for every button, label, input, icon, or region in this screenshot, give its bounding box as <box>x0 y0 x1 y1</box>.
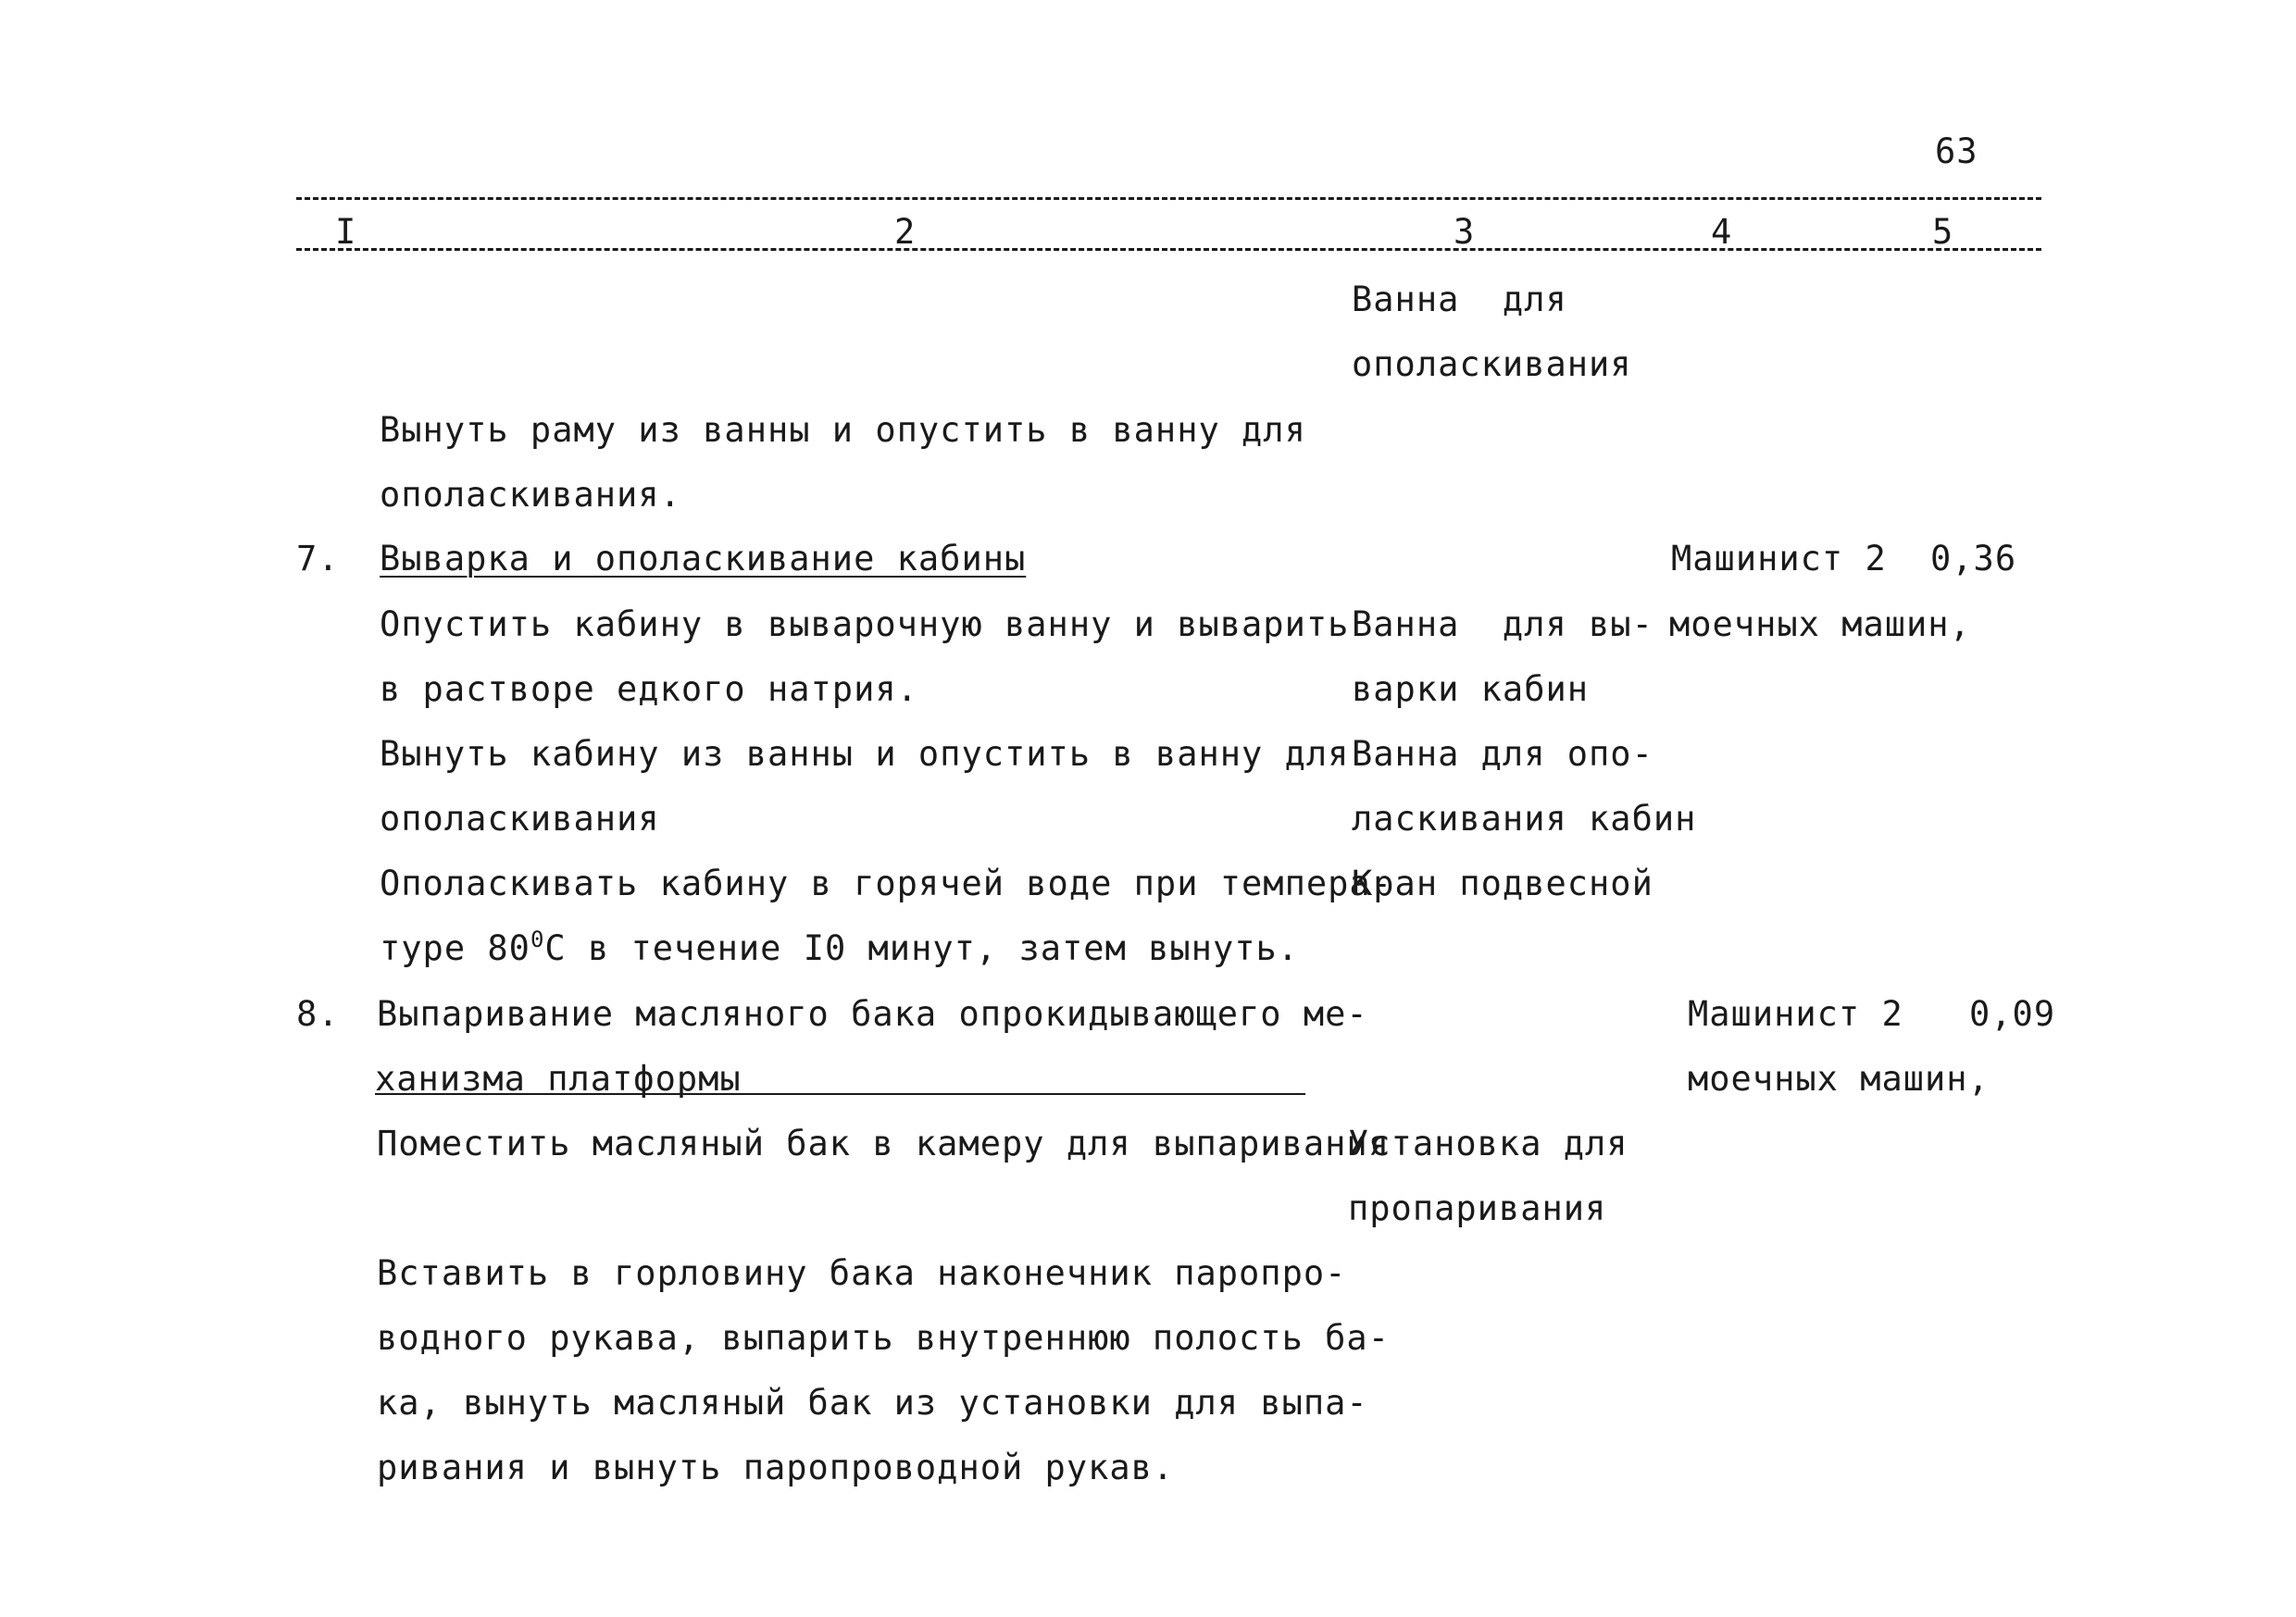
operation-text: в растворе едкого натрия. <box>380 669 918 709</box>
equipment-text: Ванна для опо- <box>1352 734 1653 774</box>
header-col-1: I <box>335 212 357 252</box>
header-col-3: 3 <box>1454 212 1476 252</box>
operation-text: Вынуть раму из ванны и опустить в ванну для <box>380 410 1306 450</box>
operation-text: водного рукава, выпарить внутреннюю полость ба- <box>377 1318 1390 1358</box>
equipment-text: Ванна для <box>1352 280 1567 319</box>
equipment-text: пропаривания <box>1348 1188 1607 1228</box>
time-norm: 0,09 <box>1969 994 2056 1034</box>
worker-text: Машинист 2 <box>1671 539 1887 578</box>
equipment-text: варки кабин <box>1352 669 1590 709</box>
item-title: Выпаривание масляного бака опрокидывающего ме- <box>377 994 1368 1034</box>
operation-text: Поместить масляный бак в камеру для выпаривания <box>377 1124 1390 1163</box>
title-underline <box>375 1093 1305 1095</box>
operation-text: туре $80^0С$ в течение I0 минут, затем вынуть. <box>380 927 1300 968</box>
operation-text: ополаскивания <box>380 799 660 839</box>
item-number: 7. <box>296 539 340 578</box>
operation-text: Опустить кабину в выварочную ванну и выварить <box>380 604 1350 644</box>
header-col-2: 2 <box>894 212 917 252</box>
worker-text: моечных машин, <box>1669 604 1971 644</box>
operation-text: Ополаскивать кабину в горячей воде при темпера- <box>380 864 1392 903</box>
item-title: Выварка и ополаскивание кабины <box>380 539 1027 578</box>
time-norm: 0,36 <box>1930 539 2017 578</box>
item-number: 8. <box>296 994 340 1034</box>
equipment-text: Установка для <box>1348 1124 1628 1163</box>
header-bottom-rule <box>296 248 2041 251</box>
equipment-text: ласкивания кабин <box>1352 799 1697 839</box>
header-col-4: 4 <box>1711 212 1733 252</box>
operation-text: Вставить в горловину бака наконечник паропро- <box>377 1253 1347 1293</box>
worker-text: моечных машин, <box>1688 1059 1990 1099</box>
equipment-text: ополаскивания <box>1352 344 1632 384</box>
header-col-5: 5 <box>1932 212 1954 252</box>
operation-text: Вынуть кабину из ванны и опустить в ванну для <box>380 734 1350 774</box>
page-number: 63 <box>1935 131 1978 171</box>
item-title: ханизма платформы <box>375 1059 742 1099</box>
operation-text: ка, вынуть масляный бак из установки для выпа- <box>377 1383 1368 1423</box>
operation-text: ополаскивания. <box>380 475 681 515</box>
equipment-text: Кран подвесной <box>1352 864 1653 903</box>
equipment-text: Ванна для вы- <box>1352 604 1653 644</box>
operation-text: ривания и вынуть паропроводной рукав. <box>377 1448 1175 1487</box>
header-top-rule <box>296 197 2041 200</box>
worker-text: Машинист 2 <box>1688 994 1903 1034</box>
